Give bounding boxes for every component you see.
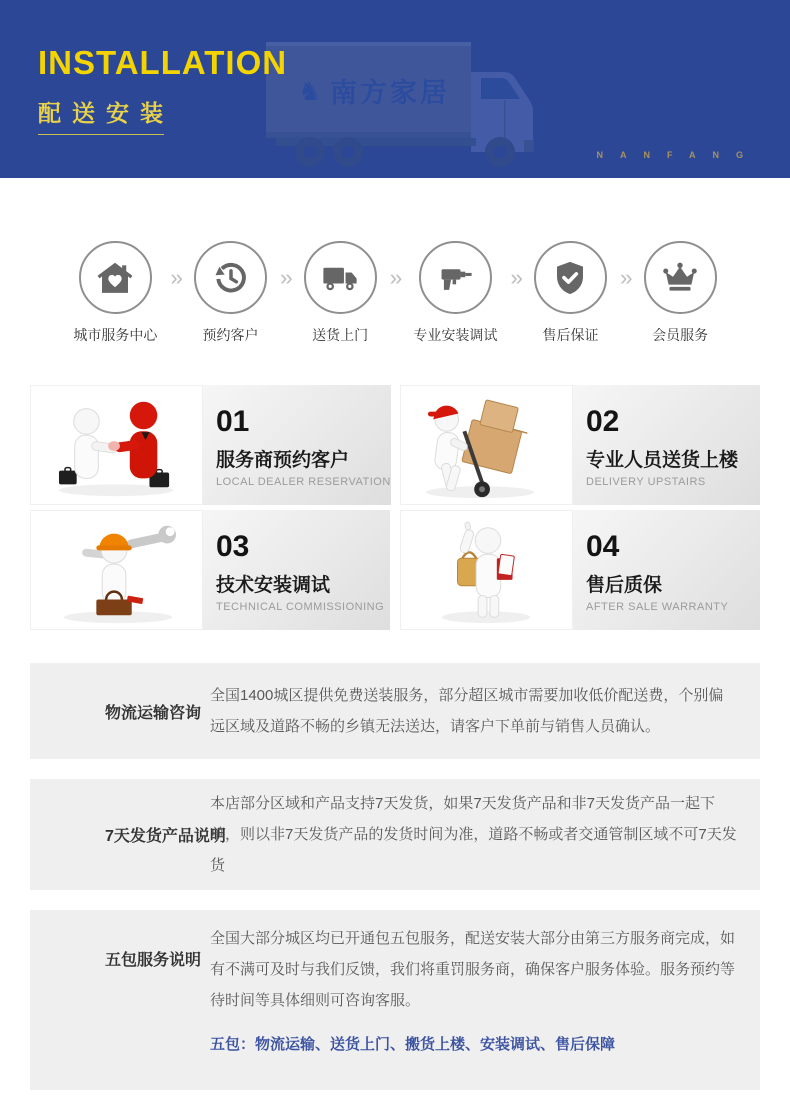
step-label: 送货上门 bbox=[312, 327, 369, 343]
delivery-figure-image bbox=[400, 385, 573, 505]
note-title: 物流运输咨询 bbox=[105, 704, 202, 722]
chevron-right-icon: ›› bbox=[510, 265, 521, 290]
drill-icon bbox=[419, 241, 492, 314]
house-heart-icon bbox=[79, 241, 152, 314]
card-delivery-upstairs bbox=[400, 385, 760, 505]
chevron-right-icon: ›› bbox=[619, 265, 631, 290]
card-title-zh: 服务商预约客户 bbox=[216, 450, 350, 471]
card-number: 01 bbox=[216, 405, 250, 438]
card-title-en: LOCAL DEALER RESERVATION bbox=[216, 476, 391, 488]
banner-brand-letters: NANFANG bbox=[596, 150, 760, 160]
step-member-service bbox=[644, 241, 717, 345]
banner-title-zh: 配送安装 bbox=[38, 100, 174, 126]
crown-icon bbox=[644, 241, 717, 314]
step-city-service-center bbox=[73, 241, 157, 345]
note-7day-shipping bbox=[30, 779, 760, 890]
step-home-delivery bbox=[304, 241, 377, 345]
chevron-right-icon: ›› bbox=[389, 265, 401, 290]
card-dealer-reservation bbox=[30, 385, 390, 505]
note-highlight: 五包：物流运输、送货上门、搬货上楼、安装调试、售后保障 bbox=[210, 1036, 616, 1053]
history-clock-icon bbox=[194, 241, 267, 314]
note-title: 五包服务说明 bbox=[105, 952, 202, 969]
truck-illustration bbox=[262, 20, 567, 172]
card-text bbox=[203, 385, 391, 505]
handshake-figures-image bbox=[30, 385, 203, 505]
service-cards bbox=[30, 385, 760, 630]
card-title-en: TECHNICAL COMMISSIONING bbox=[216, 601, 385, 613]
chevron-right-icon: ›› bbox=[280, 265, 291, 290]
note-body: 本店部分区域和产品支持7天发货，如果7天发货产品和非7天发货产品一起下单，则以非7天发货产品的发货时间为准，道路不畅或者交通管制区域不可7天发货 bbox=[210, 795, 737, 874]
card-title-zh: 技术安装调试 bbox=[216, 575, 331, 596]
card-text bbox=[573, 510, 760, 630]
note-logistics-consult bbox=[30, 663, 760, 759]
truck-brand-text: 南方家居 bbox=[330, 78, 450, 108]
step-label: 预约客户 bbox=[202, 327, 259, 343]
step-aftersale-guarantee bbox=[534, 241, 607, 345]
shield-check-icon bbox=[534, 241, 607, 314]
installer-figure-image bbox=[30, 510, 203, 630]
card-text bbox=[203, 510, 390, 630]
step-label: 专业安装调试 bbox=[413, 327, 498, 343]
step-professional-installation bbox=[413, 241, 497, 345]
step-label: 售后保证 bbox=[542, 327, 599, 343]
step-appointment-customer bbox=[194, 241, 267, 345]
banner bbox=[0, 0, 790, 178]
banner-underline bbox=[38, 134, 164, 135]
card-title-zh: 专业人员送货上楼 bbox=[586, 450, 739, 471]
card-number: 04 bbox=[586, 530, 620, 563]
card-title-en: AFTER SALE WARRANTY bbox=[586, 601, 729, 613]
card-number: 03 bbox=[216, 530, 250, 563]
aftersale-figure-image bbox=[400, 510, 573, 630]
card-after-sale-warranty bbox=[400, 510, 760, 630]
banner-title-en: INSTALLATION bbox=[38, 44, 288, 81]
info-notes bbox=[30, 663, 760, 1090]
card-title-en: DELIVERY UPSTAIRS bbox=[586, 476, 706, 488]
card-title-zh: 售后质保 bbox=[586, 575, 663, 596]
card-text bbox=[573, 385, 760, 505]
truck-logo-emblem: ♞ bbox=[298, 76, 322, 106]
card-technical-commissioning bbox=[30, 510, 390, 630]
truck-icon bbox=[304, 241, 377, 314]
step-label: 会员服务 bbox=[652, 327, 709, 343]
step-label: 城市服务中心 bbox=[73, 327, 158, 343]
service-steps bbox=[0, 241, 790, 345]
note-body: 全国1400城区提供免费送装服务，部分超区城市需要加收低价配送费，个别偏远区域及道路不畅的乡镇无法送达，请客户下单前与销售人员确认。 bbox=[210, 687, 724, 735]
note-five-guarantee bbox=[30, 910, 760, 1090]
note-title: 7天发货产品说明 bbox=[105, 828, 226, 845]
card-number: 02 bbox=[586, 405, 620, 438]
note-body bbox=[210, 910, 760, 1090]
note-paragraph: 全国大部分城区均已开通包五包服务，配送安装大部分由第三方服务商完成，如有不满可及时与我们反馈，我们将重罚服务商，确保客户服务体验。服务预约等待时间等具体细则可咨询客服。 bbox=[210, 930, 736, 1009]
chevron-right-icon: ›› bbox=[170, 265, 182, 290]
